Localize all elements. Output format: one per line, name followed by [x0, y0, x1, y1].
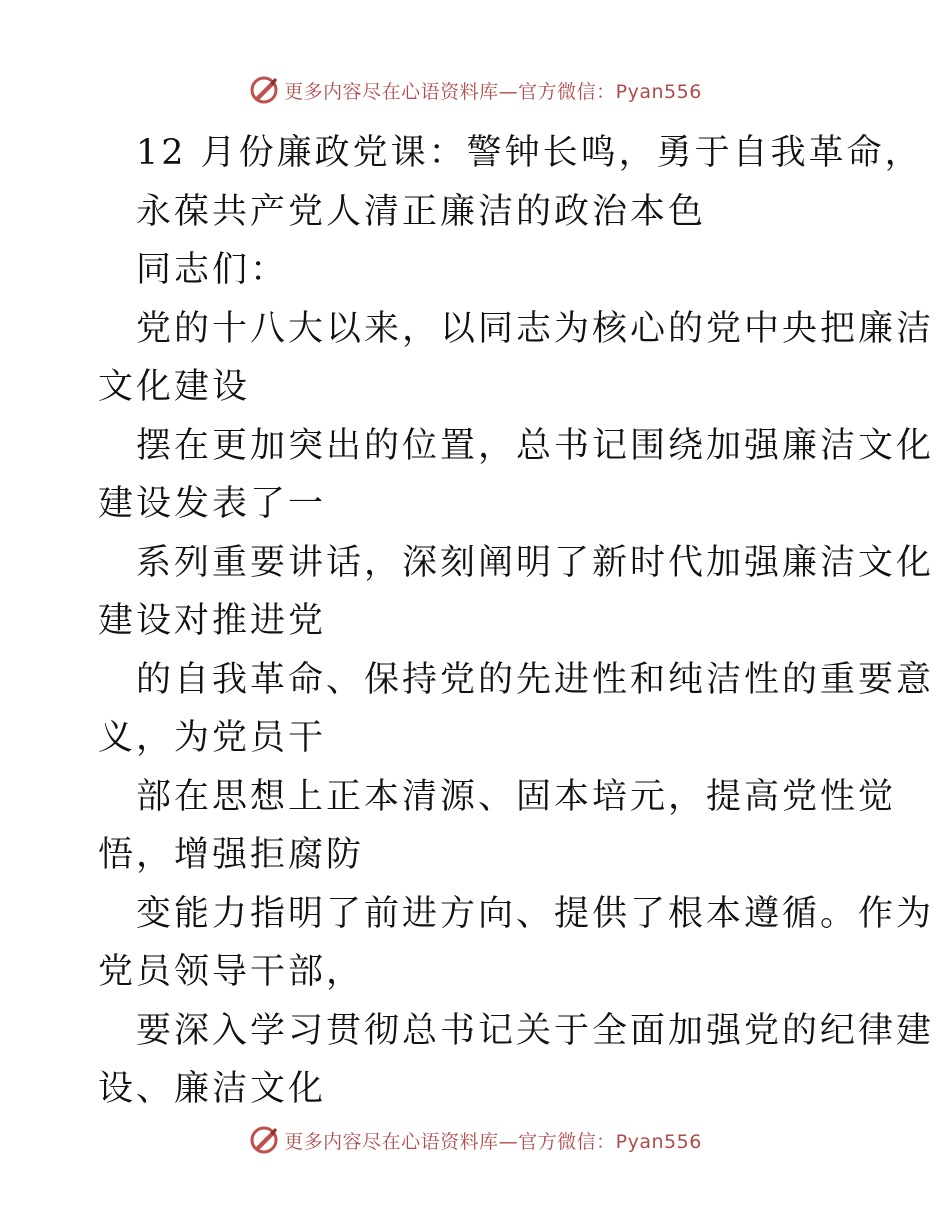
title-line-2: 永葆共产党人清正廉洁的政治本色	[136, 191, 707, 232]
footer-banner	[0, 1122, 950, 1158]
header-banner-text: 更多内容尽在心语资料库—官方微信：Pyan556	[284, 80, 702, 103]
paragraph-line: 建设发表了一	[98, 484, 327, 524]
paragraph-line: 变能力指明了前进方向、提供了根本遵循。作为	[136, 893, 935, 934]
paragraph-line: 部在思想上正本清源、固本培元，提高党性觉	[136, 776, 897, 817]
title-line-1: 12 月份廉政党课：警钟长鸣，勇于自我革命，	[136, 133, 923, 173]
paragraph-line: 党的十八大以来，以同志为核心的党中央把廉洁	[136, 308, 935, 349]
paragraph-line: 悟，增强拒腐防	[98, 835, 365, 875]
paragraph-line: 文化建设	[98, 367, 251, 407]
paragraph-line: 摆在更加突出的位置，总书记围绕加强廉洁文化	[136, 425, 935, 466]
pen-logo-icon	[248, 1124, 280, 1156]
paragraph-line: 系列重要讲话，深刻阐明了新时代加强廉洁文化	[136, 542, 935, 583]
paragraph-line: 建设对推进党	[98, 601, 327, 641]
paragraph-line: 设、廉洁文化	[98, 1069, 327, 1109]
salutation: 同志们：	[136, 250, 289, 290]
paragraph-line: 要深入学习贯彻总书记关于全面加强党的纪律建	[136, 1010, 935, 1051]
header-banner	[0, 72, 950, 108]
footer-banner-text: 更多内容尽在心语资料库—官方微信：Pyan556	[284, 1130, 702, 1153]
paragraph-line: 党员领导干部，	[98, 952, 365, 992]
document-body	[98, 124, 935, 1119]
paragraph-line: 的自我革命、保持党的先进性和纯洁性的重要意	[136, 659, 935, 700]
pen-logo-icon	[248, 74, 280, 106]
paragraph-line: 义，为党员干	[98, 718, 327, 758]
